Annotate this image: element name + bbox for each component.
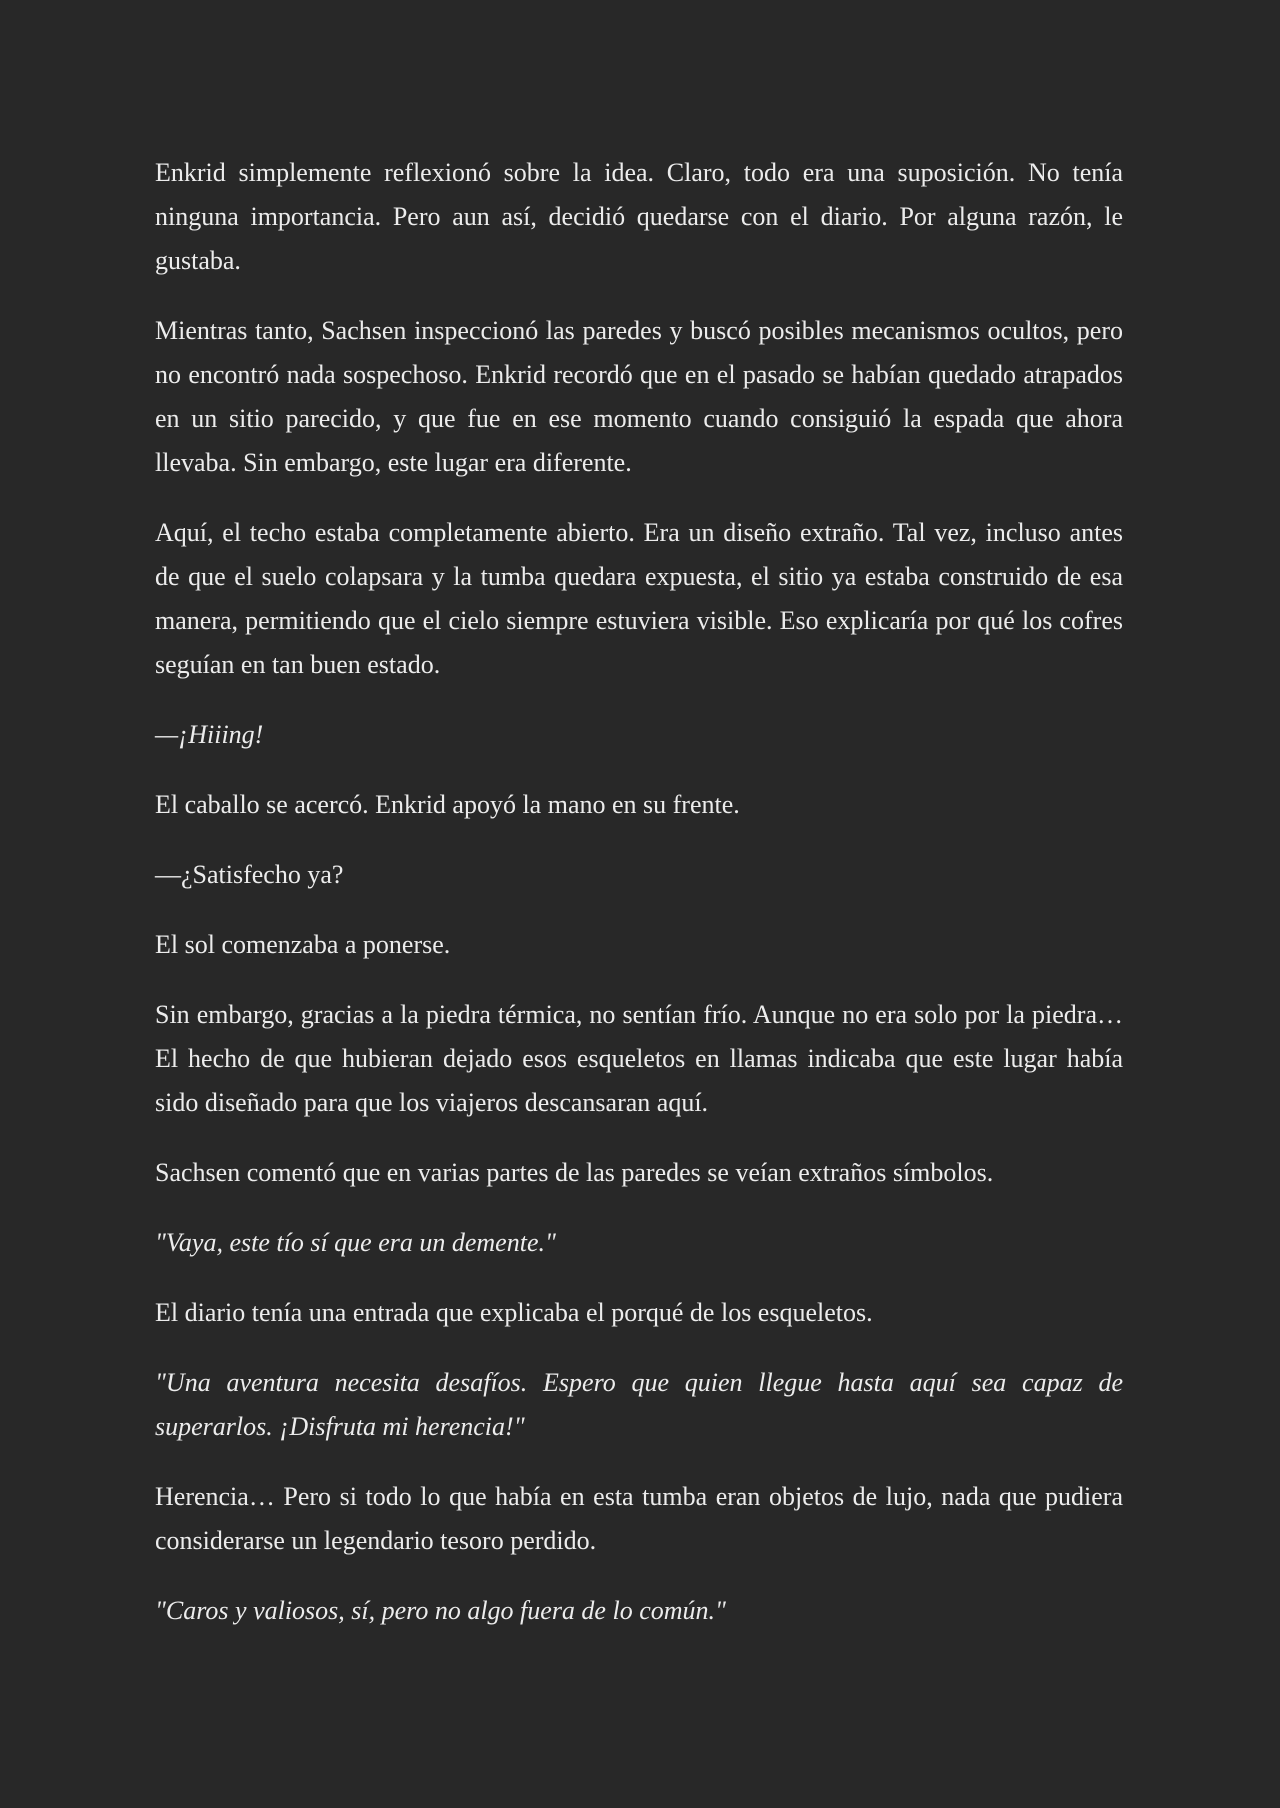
paragraph: Aquí, el techo estaba completamente abierto. Era un diseño extraño. Tal vez, incluso antes de que el suelo colapsara y la tumba quedara expuesta, el sitio ya estaba construido de esa manera, permitiendo que el cielo siempre estuviera visible. Eso explicaría por qué los cofres seguían en tan buen estado. <box>155 518 1123 679</box>
paragraph: Enkrid simplemente reflexionó sobre la idea. Claro, todo era una suposición. No tenía ninguna importancia. Pero aun así, decidió quedarse con el diario. Por alguna razón, le gustaba. <box>155 158 1123 275</box>
paragraph: Sin embargo, gracias a la piedra térmica, no sentían frío. Aunque no era solo por la piedra… El hecho de que hubieran dejado esos esqueletos en llamas indicaba que este lugar había sido diseñado para que los viajeros descansaran aquí. <box>155 1000 1123 1117</box>
paragraph: Sachsen comentó que en varias partes de las paredes se veían extraños símbolos. <box>155 1158 994 1187</box>
paragraph: Herencia… Pero si todo lo que había en esta tumba eran objetos de lujo, nada que pudiera considerarse un legendario tesoro perdido. <box>155 1482 1123 1555</box>
paragraph-italic: "Una aventura necesita desafíos. Espero que quien llegue hasta aquí sea capaz de superarlos. ¡Disfruta mi herencia!" <box>155 1368 1123 1441</box>
paragraph: El diario tenía una entrada que explicaba el porqué de los esqueletos. <box>155 1298 873 1327</box>
chapter-body <box>155 151 1123 1659</box>
paragraph-italic: "Vaya, este tío sí que era un demente." <box>155 1228 556 1257</box>
paragraph: El sol comenzaba a ponerse. <box>155 930 451 959</box>
paragraph: Mientras tanto, Sachsen inspeccionó las paredes y buscó posibles mecanismos ocultos, pero no encontró nada sospechoso. Enkrid recordó que en el pasado se habían quedado atrapados en un sitio parecido, y que fue en ese momento cuando consiguió la espada que ahora llevaba. Sin embargo, este lugar era diferente. <box>155 316 1123 477</box>
paragraph-italic: "Caros y valiosos, sí, pero no algo fuera de lo común." <box>155 1596 726 1625</box>
paragraph: —¿Satisfecho ya? <box>155 860 344 889</box>
paragraph: El caballo se acercó. Enkrid apoyó la mano en su frente. <box>155 790 740 819</box>
paragraph-italic: —¡Hiiing! <box>155 720 264 749</box>
